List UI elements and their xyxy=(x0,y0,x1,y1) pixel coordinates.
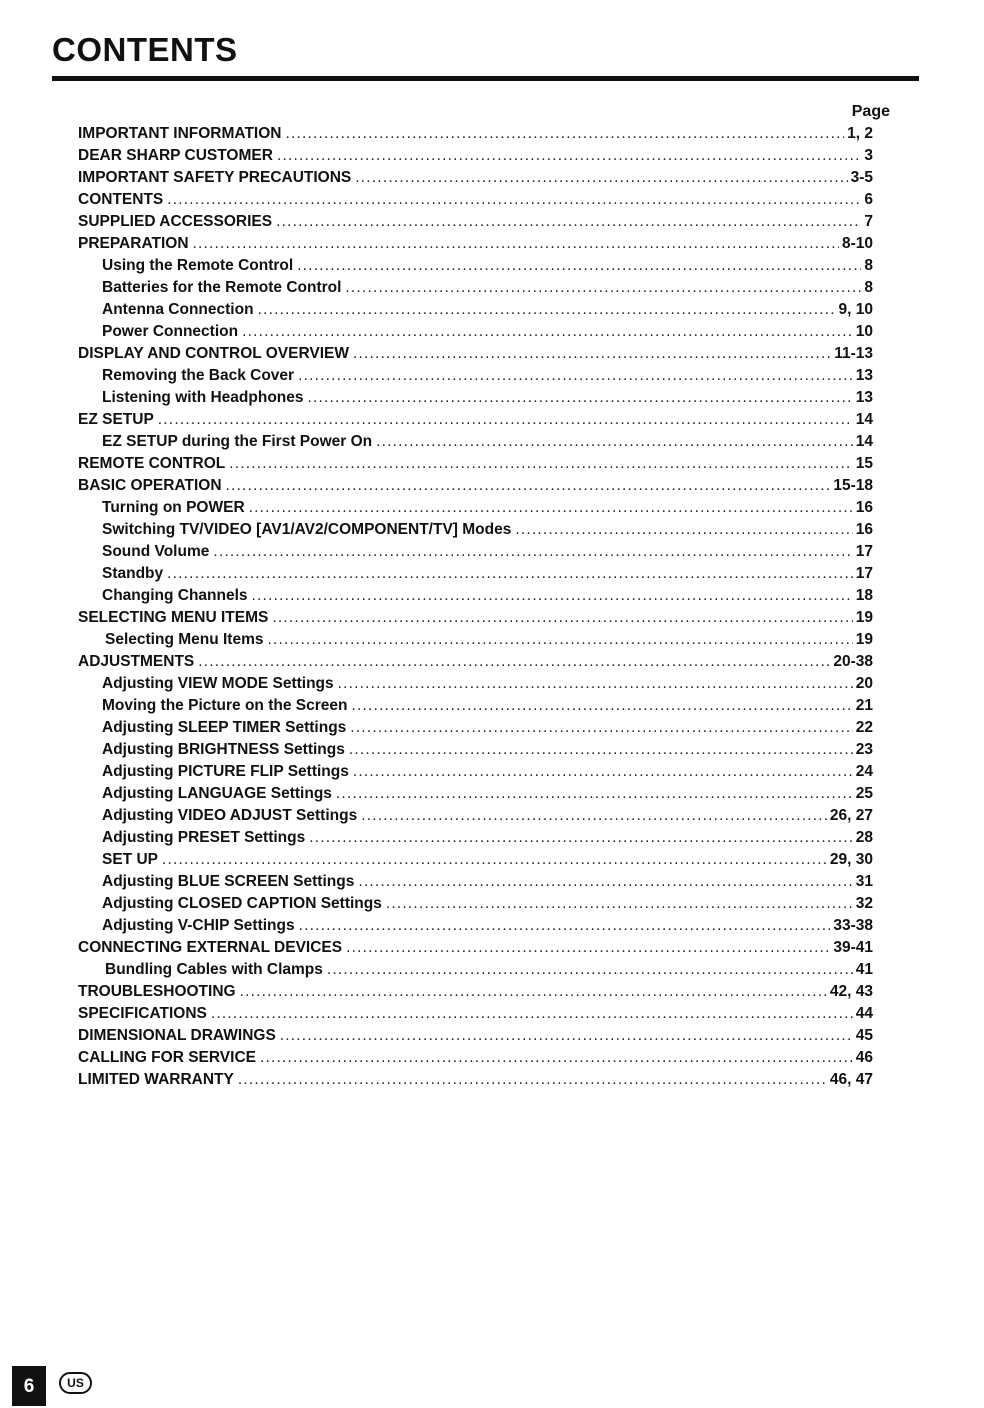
toc-entry-title: CONNECTING EXTERNAL DEVICES xyxy=(78,939,343,956)
dot-leader xyxy=(336,783,853,805)
toc-entry-page: 8 xyxy=(864,257,873,274)
dot-leader xyxy=(211,1003,853,1025)
toc-entry-title: BASIC OPERATION xyxy=(78,477,222,494)
toc-entry xyxy=(78,365,873,387)
toc-entry-title: EZ SETUP during the First Power On xyxy=(102,433,373,450)
toc-entry xyxy=(78,1047,873,1069)
toc-entry-page: 9, 10 xyxy=(838,301,873,318)
title-rule xyxy=(52,76,919,81)
toc-entry-page: 41 xyxy=(855,961,873,978)
toc-entry-page: 24 xyxy=(855,763,873,780)
toc-entry-title: Adjusting VIEW MODE Settings xyxy=(102,675,334,692)
toc-entry-title: Adjusting PICTURE FLIP Settings xyxy=(102,763,349,780)
toc-entry-page: 13 xyxy=(855,367,873,384)
dot-leader xyxy=(167,189,861,211)
toc-entry-title: CONTENTS xyxy=(78,191,164,208)
toc-entry xyxy=(78,299,873,321)
toc-entry xyxy=(78,343,873,365)
toc-entry-page: 44 xyxy=(855,1005,873,1022)
toc-entry xyxy=(78,233,873,255)
toc-entry-page: 31 xyxy=(855,873,873,890)
toc-entry-title: Adjusting PRESET Settings xyxy=(102,829,306,846)
toc-entry-page: 29, 30 xyxy=(829,851,873,868)
toc-entry-title: Removing the Back Cover xyxy=(102,367,295,384)
toc-entry-title: Batteries for the Remote Control xyxy=(102,279,342,296)
toc-entry xyxy=(78,629,873,651)
toc-entry-title: SET UP xyxy=(102,851,158,868)
toc-entry xyxy=(78,145,873,167)
toc-entry-title: Changing Channels xyxy=(102,587,248,604)
toc-entry-title: Power Connection xyxy=(102,323,239,340)
toc-entry-title: DIMENSIONAL DRAWINGS xyxy=(78,1027,276,1044)
toc-entry-page: 42, 43 xyxy=(829,983,873,1000)
toc-entry-page: 20-38 xyxy=(833,653,873,670)
dot-leader xyxy=(298,365,853,387)
dot-leader xyxy=(158,409,853,431)
toc-entry-page: 45 xyxy=(855,1027,873,1044)
toc-entry xyxy=(78,871,873,893)
dot-leader xyxy=(267,629,852,651)
toc-entry-page: 19 xyxy=(855,631,873,648)
toc-entry xyxy=(78,431,873,453)
toc-entry-title: SPECIFICATIONS xyxy=(78,1005,207,1022)
dot-leader xyxy=(242,321,853,343)
toc-entry-page: 32 xyxy=(855,895,873,912)
toc-entry-page: 18 xyxy=(855,587,873,604)
toc-entry xyxy=(78,255,873,277)
toc-entry xyxy=(78,585,873,607)
toc-entry-page: 23 xyxy=(855,741,873,758)
toc-entry-title: Using the Remote Control xyxy=(102,257,294,274)
toc-entry-page: 28 xyxy=(855,829,873,846)
dot-leader xyxy=(353,343,831,365)
dot-leader xyxy=(353,761,853,783)
dot-leader xyxy=(258,299,836,321)
dot-leader xyxy=(376,431,853,453)
toc-entry-page: 14 xyxy=(855,433,873,450)
toc-entry xyxy=(78,607,873,629)
dot-leader xyxy=(276,211,861,233)
toc-entry xyxy=(78,563,873,585)
toc-entry-title: Sound Volume xyxy=(102,543,210,560)
toc-entry-page: 16 xyxy=(855,521,873,538)
toc-entry-title: IMPORTANT INFORMATION xyxy=(78,125,282,142)
dot-leader xyxy=(351,695,852,717)
dot-leader xyxy=(346,937,830,959)
toc-entry-title: Adjusting SLEEP TIMER Settings xyxy=(102,719,347,736)
dot-leader xyxy=(309,827,853,849)
toc-entry-title: SELECTING MENU ITEMS xyxy=(78,609,269,626)
toc-entry xyxy=(78,1069,873,1091)
toc-entry xyxy=(78,695,873,717)
toc-entry-page: 17 xyxy=(855,543,873,560)
dot-leader xyxy=(249,497,853,519)
toc-entry xyxy=(78,387,873,409)
dot-leader xyxy=(167,563,853,585)
dot-leader xyxy=(162,849,827,871)
dot-leader xyxy=(297,255,861,277)
toc-entry xyxy=(78,717,873,739)
dot-leader xyxy=(213,541,852,563)
toc-entry-page: 10 xyxy=(855,323,873,340)
page-title: CONTENTS xyxy=(52,31,238,68)
toc-entry-page: 3-5 xyxy=(850,169,873,186)
toc-entry-page: 3 xyxy=(864,147,873,164)
toc-entry-page: 6 xyxy=(864,191,873,208)
toc-entry-title: Standby xyxy=(102,565,164,582)
dot-leader xyxy=(327,959,853,981)
toc-entry xyxy=(78,805,873,827)
dot-leader xyxy=(350,717,852,739)
toc-entry-title: ADJUSTMENTS xyxy=(78,653,195,670)
dot-leader xyxy=(198,651,830,673)
toc-entry-page: 15 xyxy=(855,455,873,472)
table-of-contents xyxy=(78,123,873,1091)
toc-entry xyxy=(78,915,873,937)
toc-entry xyxy=(78,651,873,673)
page-number: 6 xyxy=(12,1366,46,1406)
toc-entry-title: CALLING FOR SERVICE xyxy=(78,1049,256,1066)
toc-entry-page: 15-18 xyxy=(833,477,873,494)
toc-entry xyxy=(78,783,873,805)
toc-entry-page: 33-38 xyxy=(833,917,873,934)
toc-entry xyxy=(78,497,873,519)
dot-leader xyxy=(238,1069,827,1091)
toc-entry-title: DISPLAY AND CONTROL OVERVIEW xyxy=(78,345,350,362)
toc-entry xyxy=(78,277,873,299)
dot-leader xyxy=(358,871,852,893)
toc-entry xyxy=(78,409,873,431)
toc-entry-title: Adjusting LANGUAGE Settings xyxy=(102,785,332,802)
toc-entry-page: 22 xyxy=(855,719,873,736)
dot-leader xyxy=(345,277,861,299)
toc-entry xyxy=(78,827,873,849)
toc-entry xyxy=(78,739,873,761)
dot-leader xyxy=(193,233,839,255)
toc-entry-title: LIMITED WARRANTY xyxy=(78,1071,234,1088)
toc-entry xyxy=(78,849,873,871)
toc-entry xyxy=(78,673,873,695)
dot-leader xyxy=(299,915,831,937)
dot-leader xyxy=(515,519,852,541)
toc-entry-title: Turning on POWER xyxy=(102,499,245,516)
dot-leader xyxy=(308,387,853,409)
toc-entry xyxy=(78,541,873,563)
dot-leader xyxy=(226,475,831,497)
dot-leader xyxy=(285,123,844,145)
toc-entry-title: Listening with Headphones xyxy=(102,389,304,406)
dot-leader xyxy=(260,1047,853,1069)
toc-entry-page: 20 xyxy=(855,675,873,692)
toc-entry-page: 25 xyxy=(855,785,873,802)
dot-leader xyxy=(361,805,827,827)
toc-entry xyxy=(78,761,873,783)
dot-leader xyxy=(229,453,853,475)
toc-entry xyxy=(78,123,873,145)
toc-entry-page: 46 xyxy=(855,1049,873,1066)
toc-entry-title: Adjusting V-CHIP Settings xyxy=(102,917,295,934)
toc-entry-page: 7 xyxy=(864,213,873,230)
toc-entry xyxy=(78,981,873,1003)
toc-entry-title: Adjusting BRIGHTNESS Settings xyxy=(102,741,345,758)
region-badge: US xyxy=(59,1372,92,1394)
dot-leader xyxy=(280,1025,853,1047)
toc-entry-title: Switching TV/VIDEO [AV1/AV2/COMPONENT/TV] Modes xyxy=(102,521,512,538)
toc-entry-page: 14 xyxy=(855,411,873,428)
toc-entry-title: IMPORTANT SAFETY PRECAUTIONS xyxy=(78,169,352,186)
toc-entry-page: 16 xyxy=(855,499,873,516)
toc-entry-title: Adjusting CLOSED CAPTION Settings xyxy=(102,895,382,912)
toc-entry xyxy=(78,211,873,233)
toc-entry-page: 11-13 xyxy=(834,345,873,362)
toc-entry-page: 21 xyxy=(855,697,873,714)
toc-entry-page: 8 xyxy=(864,279,873,296)
toc-entry-title: Moving the Picture on the Screen xyxy=(102,697,348,714)
toc-entry-title: DEAR SHARP CUSTOMER xyxy=(78,147,273,164)
toc-entry-title: SUPPLIED ACCESSORIES xyxy=(78,213,273,230)
toc-entry-page: 8-10 xyxy=(841,235,873,252)
toc-entry-title: PREPARATION xyxy=(78,235,189,252)
dot-leader xyxy=(386,893,853,915)
toc-entry xyxy=(78,519,873,541)
page-column-label: Page xyxy=(851,103,890,120)
toc-entry xyxy=(78,321,873,343)
dot-leader xyxy=(240,981,827,1003)
dot-leader xyxy=(338,673,853,695)
toc-entry-page: 26, 27 xyxy=(829,807,873,824)
toc-entry xyxy=(78,959,873,981)
dot-leader xyxy=(272,607,852,629)
toc-entry xyxy=(78,167,873,189)
toc-entry xyxy=(78,937,873,959)
toc-entry-title: Adjusting BLUE SCREEN Settings xyxy=(102,873,355,890)
toc-entry xyxy=(78,893,873,915)
toc-entry-title: TROUBLESHOOTING xyxy=(78,983,236,1000)
toc-entry-title: EZ SETUP xyxy=(78,411,154,428)
dot-leader xyxy=(252,585,853,607)
toc-entry-page: 17 xyxy=(855,565,873,582)
toc-entry-title: Adjusting VIDEO ADJUST Settings xyxy=(102,807,358,824)
toc-entry-page: 46, 47 xyxy=(829,1071,873,1088)
toc-entry xyxy=(78,475,873,497)
toc-entry xyxy=(78,1003,873,1025)
toc-entry-page: 19 xyxy=(855,609,873,626)
toc-entry-title: REMOTE CONTROL xyxy=(78,455,226,472)
toc-entry-page: 13 xyxy=(855,389,873,406)
toc-entry xyxy=(78,453,873,475)
toc-entry-page: 39-41 xyxy=(833,939,873,956)
toc-entry xyxy=(78,1025,873,1047)
toc-entry xyxy=(78,189,873,211)
dot-leader xyxy=(349,739,853,761)
dot-leader xyxy=(277,145,861,167)
toc-entry-page: 1, 2 xyxy=(847,125,873,142)
toc-entry-title: Antenna Connection xyxy=(102,301,254,318)
toc-entry-title: Bundling Cables with Clamps xyxy=(105,961,323,978)
toc-entry-title: Selecting Menu Items xyxy=(105,631,264,648)
dot-leader xyxy=(355,167,847,189)
